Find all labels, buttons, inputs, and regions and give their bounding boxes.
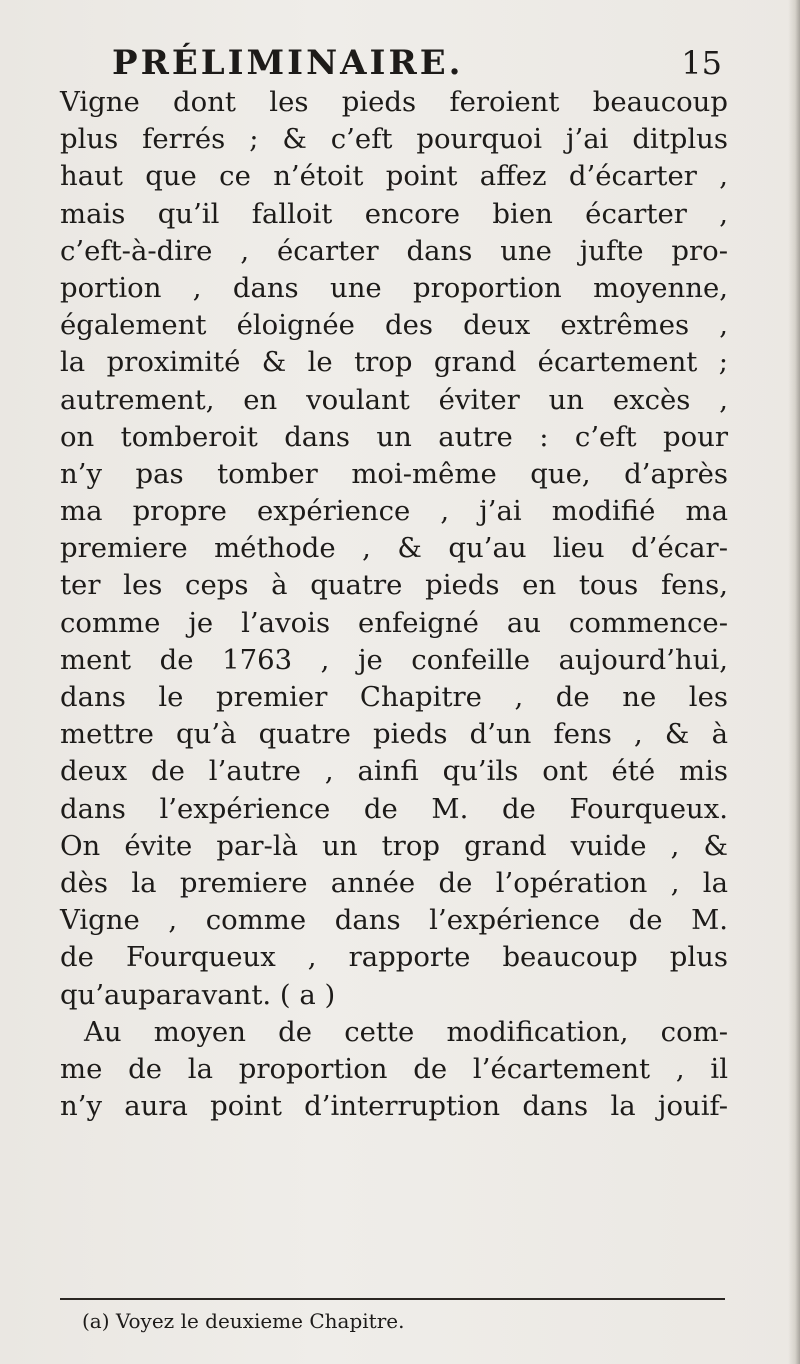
text-line: On évite par-là un trop grand vuide , & bbox=[60, 829, 728, 862]
text-line: dans le premier Chapitre , de ne les bbox=[60, 681, 728, 713]
text-line: c’eft-à-dire , écarter dans une jufte pro- bbox=[60, 234, 728, 267]
text-line: portion , dans une proportion moyenne, bbox=[60, 271, 728, 304]
text-line: ter les ceps à quatre pieds en tous fens, bbox=[60, 569, 728, 602]
text-line: n’y aura point d’interruption dans la jouif- bbox=[60, 1090, 728, 1123]
text-line-paragraph-end: qu’auparavant. ( a ) bbox=[60, 978, 336, 1011]
text-line: deux de l’autre , ainfi qu’ils ont été mis bbox=[60, 755, 728, 788]
text-line: mettre qu’à quatre pieds d’un fens , & à bbox=[60, 718, 728, 751]
text-line: ment de 1763 , je confeille aujourd’hui, bbox=[60, 643, 728, 676]
text-line: n’y pas tomber moi-même que, d’après bbox=[60, 457, 728, 490]
text-line: autrement, en voulant éviter un excès , bbox=[60, 383, 728, 416]
text-line: Vigne dont les pieds feroient beaucoup bbox=[60, 86, 728, 118]
footnote-rule bbox=[60, 1298, 725, 1300]
text-line: haut que ce n’étoit point affez d’écarter , bbox=[60, 160, 728, 193]
text-line: plus ferrés ; & c’eft pourquoi j’ai ditplus bbox=[60, 123, 728, 156]
page-number: 15 bbox=[681, 44, 722, 82]
text-line: premiere méthode , & qu’au lieu d’écar- bbox=[60, 532, 728, 565]
text-line: la proximité & le trop grand écartement ; bbox=[60, 346, 728, 379]
text-line: comme je l’avois enfeigné au commence- bbox=[60, 606, 728, 639]
text-line: de Fourqueux , rapporte beaucoup plus bbox=[60, 941, 728, 974]
footnote: (a) Voyez le deuxieme Chapitre. bbox=[82, 1309, 405, 1333]
text-line: me de la proportion de l’écartement , il bbox=[60, 1052, 728, 1085]
text-line: dès la premiere année de l’opération , la bbox=[60, 866, 728, 899]
page-edge-shadow bbox=[788, 0, 800, 1364]
text-line: ma propre expérience , j’ai modifié ma bbox=[60, 495, 728, 528]
text-line: mais qu’il falloit encore bien écarter , bbox=[60, 197, 728, 230]
text-line: on tomberoit dans un autre : c’eft pour bbox=[60, 420, 728, 453]
text-line: également éloignée des deux extrêmes , bbox=[60, 309, 728, 342]
text-line: dans l’expérience de M. de Fourqueux. bbox=[60, 792, 728, 825]
text-line-paragraph-start: Au moyen de cette modification, com- bbox=[84, 1015, 728, 1048]
body-text bbox=[60, 84, 728, 1125]
running-head: PRÉLIMINAIRE. bbox=[112, 43, 464, 83]
page-header bbox=[112, 38, 722, 88]
text-line: Vigne , comme dans l’expérience de M. bbox=[60, 904, 728, 937]
